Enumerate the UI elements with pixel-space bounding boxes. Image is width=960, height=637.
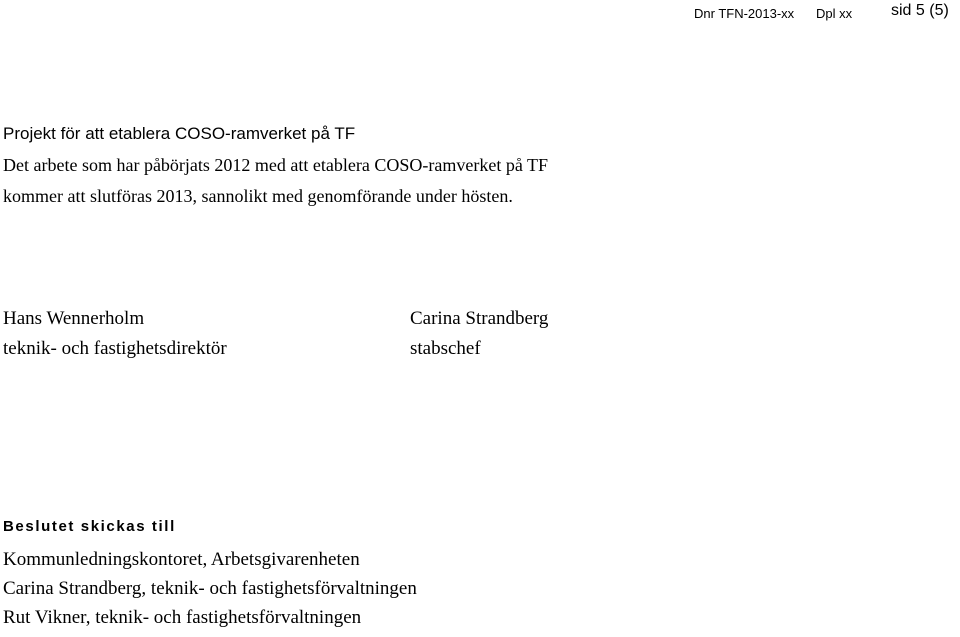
- body-line: Det arbete som har påbörjats 2012 med att etablera COSO-ramverket på TF: [3, 155, 548, 175]
- filing-number: Dpl xx: [816, 6, 853, 21]
- signatory-title: stabschef: [410, 338, 481, 359]
- signatory-title: teknik- och fastighetsdirektör: [3, 338, 227, 359]
- recipient: Carina Strandberg, teknik- och fastighetsförvaltningen: [3, 578, 417, 599]
- distribution-list: [3, 545, 417, 632]
- signatory-name: Hans Wennerholm: [3, 308, 145, 329]
- section-heading: Projekt för att etablera COSO-ramverket på TF: [3, 124, 356, 143]
- document-number: Dnr TFN-2013-xx: [694, 6, 795, 21]
- section-body: [3, 150, 548, 212]
- page-number: sid 5 (5): [891, 2, 949, 19]
- distribution-heading: Beslutet skickas till: [3, 518, 176, 535]
- signatory-name: Carina Strandberg: [410, 308, 549, 329]
- signature-block-left: [3, 304, 227, 364]
- recipient: Rut Vikner, teknik- och fastighetsförvaltningen: [3, 607, 362, 628]
- body-line: kommer att slutföras 2013, sannolikt med genomförande under hösten.: [3, 186, 513, 206]
- signature-block-right: [410, 304, 548, 364]
- recipient: Kommunledningskontoret, Arbetsgivarenheten: [3, 549, 360, 570]
